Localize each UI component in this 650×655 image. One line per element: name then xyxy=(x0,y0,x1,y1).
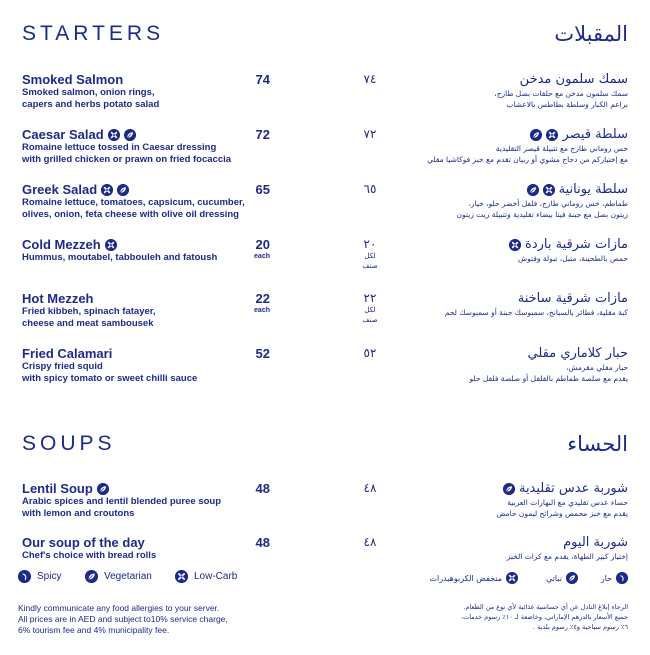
item-price-value: 22 xyxy=(255,291,270,306)
item-name-ar: شوربة عدس تقليدية xyxy=(518,481,628,496)
item-price-value-ar: ٤٨ xyxy=(363,535,377,549)
menu-item xyxy=(22,291,252,330)
item-price-ar xyxy=(355,72,385,86)
item-price-value: 52 xyxy=(255,346,270,361)
item-name-row-ar xyxy=(398,237,628,253)
starters-title-ar: المقبلات xyxy=(554,22,628,46)
menu-item xyxy=(22,535,252,562)
item-price-value-ar: ٦٥ xyxy=(363,182,377,196)
item-price-value-ar: ٢٠ xyxy=(363,237,377,251)
low-carb-icon xyxy=(506,572,518,584)
item-price-unit: each xyxy=(254,253,270,260)
item-name-row xyxy=(22,182,252,197)
starters-title: STARTERS xyxy=(22,22,165,45)
menu-item-ar xyxy=(398,535,628,562)
item-name-row xyxy=(22,127,252,142)
low-carb-icon xyxy=(101,184,113,196)
menu-item-ar xyxy=(398,72,628,110)
menu-item-ar xyxy=(398,182,628,220)
low-carb-icon xyxy=(175,570,188,583)
item-name-ar: شوربة اليوم xyxy=(563,535,628,550)
menu-item xyxy=(22,182,252,221)
item-name-row xyxy=(22,72,252,87)
item-price xyxy=(240,535,270,550)
item-price-value: 74 xyxy=(255,72,270,87)
item-description: Smoked salmon, onion rings, capers and herbs potato salad xyxy=(22,87,160,110)
item-description: Crispy fried squid with spicy tomato or sweet chilli sauce xyxy=(22,361,198,384)
item-price xyxy=(240,127,270,142)
vegetarian-icon xyxy=(527,184,539,196)
item-price-ar xyxy=(355,127,385,141)
menu-item xyxy=(22,127,252,166)
item-name: Cold Mezzeh xyxy=(22,237,101,252)
item-name-row xyxy=(22,481,252,496)
spicy-icon xyxy=(18,570,31,583)
legend-vegetarian-ar xyxy=(546,572,578,584)
item-name: Our soup of the day xyxy=(22,535,145,550)
item-price-value-ar: ٤٨ xyxy=(363,481,377,495)
item-price xyxy=(240,182,270,197)
item-name-row-ar xyxy=(398,127,628,143)
item-price-value: 65 xyxy=(255,182,270,197)
item-name: Smoked Salmon xyxy=(22,72,124,87)
soups-title: SOUPS xyxy=(22,432,116,455)
legend-spicy-ar xyxy=(601,572,628,584)
soups-title-ar: الحساء xyxy=(567,432,628,456)
menu-item-ar xyxy=(398,237,628,264)
menu-item-ar xyxy=(398,346,628,384)
item-name-row-ar xyxy=(398,291,628,307)
item-price-ar xyxy=(355,346,385,360)
item-name: Hot Mezzeh xyxy=(22,291,94,306)
item-name-ar: مازات شرقية باردة xyxy=(525,237,628,252)
item-name-row xyxy=(22,535,252,550)
item-price-value: 20 xyxy=(255,237,270,252)
item-name: Caesar Salad xyxy=(22,127,104,142)
item-price xyxy=(240,237,270,261)
item-price-ar xyxy=(355,182,385,196)
item-name-ar: سلطة يونانية xyxy=(558,182,628,197)
item-name-row xyxy=(22,237,252,252)
vegetarian-icon xyxy=(117,184,129,196)
vegetarian-icon xyxy=(124,129,136,141)
item-name-row xyxy=(22,291,252,306)
item-price-value-ar: ٢٢ xyxy=(363,291,377,305)
vegetarian-icon xyxy=(503,483,515,495)
legend-low-carb-label-ar: منخفض الكربوهيدرات xyxy=(429,573,502,583)
item-description-ar: حبار مقلي مقرمش، يقدم مع صلصة طماطم بالفلفل أو صلصة فلفل حلو xyxy=(469,363,628,383)
item-description: Chef's choice with bread rolls xyxy=(22,550,157,561)
item-description-ar: خس روماني طازج مع تتبيلة قيصر التقليدية مع إختياركم من دجاج مشوي أو ربيان تقدم مع خبز فوكاشيا مقلي xyxy=(427,144,628,164)
allergy-notes-ar: الرجاء إبلاغ النادل عن أي حساسية غذائية لأي نوع من الطعام. جميع الأسعار بالدرهم الإماراتي، وخاضعة لـ ١٠٪ رسوم خدمات، ٦٪ رسوم سياحية و٤٪ رسوم بلدية . xyxy=(461,603,628,631)
item-price-value: 48 xyxy=(255,481,270,496)
item-description-ar: سمك سلمون مدخن مع حلقات بصل طازج، براعم الكبار وسلطة بطاطس بالاعشاب xyxy=(494,89,628,109)
low-carb-icon xyxy=(543,184,555,196)
legend-spicy-label-ar: حار xyxy=(600,573,612,583)
low-carb-icon xyxy=(509,239,521,251)
menu-item-ar xyxy=(398,127,628,165)
item-price xyxy=(240,481,270,496)
item-name-ar: مازات شرقية ساخنة xyxy=(517,291,628,306)
item-price xyxy=(240,72,270,87)
low-carb-icon xyxy=(105,239,117,251)
menu-item xyxy=(22,481,252,520)
item-name-row-ar xyxy=(398,346,628,362)
item-price xyxy=(240,346,270,361)
item-description-ar: إختيار كبير الطهاة، يقدم مع كرات الخبز xyxy=(506,552,628,561)
item-description-ar: حساء عدس تقليدي مع البهارات العربية يقدم مع خبز محمص وشرائح ليمون حامض xyxy=(496,498,628,518)
item-price-value-ar: ٥٢ xyxy=(363,346,377,360)
menu-item xyxy=(22,72,252,111)
legend-spicy-label: Spicy xyxy=(37,571,62,582)
item-description: Fried kibbeh, spinach fatayer, cheese and meat sambousek xyxy=(22,306,156,329)
item-price-value-ar: ٧٢ xyxy=(363,127,377,141)
allergy-notes: Kindly communicate any food allergies to your server. All prices are in AED and subject to10% service charge, 6% tourism fee and 4% municipality fee. xyxy=(18,603,228,635)
item-name: Lentil Soup xyxy=(22,481,93,496)
item-description: Romaine lettuce tossed in Caesar dressing with grilled chicken or prawn on fried focaccia xyxy=(22,142,232,165)
menu-item-ar xyxy=(398,291,628,318)
item-description: Arabic spices and lentil blended puree soup with lemon and croutons xyxy=(22,496,222,519)
item-description-ar: حمص بالطحينة، متبل، تبولة وفتوش xyxy=(518,254,628,263)
item-price-unit-ar: لكل صنف xyxy=(362,306,378,324)
item-name-row-ar xyxy=(398,481,628,497)
item-price-value: 48 xyxy=(255,535,270,550)
menu-item-ar xyxy=(398,481,628,519)
legend-low-carb-ar xyxy=(429,572,518,584)
item-name: Fried Calamari xyxy=(22,346,113,361)
item-description: Romaine lettuce, tomatoes, capsicum, cucumber, olives, onion, feta cheese with olive oil dressing xyxy=(22,197,245,220)
item-price-ar xyxy=(355,291,385,325)
vegetarian-icon xyxy=(530,129,542,141)
legend-vegetarian-label: Vegetarian xyxy=(104,571,152,582)
item-name: Greek Salad xyxy=(22,182,98,197)
low-carb-icon xyxy=(546,129,558,141)
item-price-value-ar: ٧٤ xyxy=(363,72,377,86)
item-price xyxy=(240,291,270,315)
item-name-ar: سلطة قيصر xyxy=(562,127,628,142)
legend-low-carb xyxy=(175,570,237,583)
spicy-icon xyxy=(616,572,628,584)
item-price-unit-ar: لكل صنف xyxy=(362,252,378,270)
vegetarian-icon xyxy=(85,570,98,583)
menu-item xyxy=(22,346,252,385)
item-price-unit: each xyxy=(254,307,270,314)
vegetarian-icon xyxy=(97,483,109,495)
item-price-ar xyxy=(355,237,385,271)
item-description: Hummus, moutabel, tabbouleh and fatoush xyxy=(22,252,218,263)
item-name-ar: سمك سلمون مدخن xyxy=(519,72,628,87)
legend-spicy xyxy=(18,570,61,583)
item-price-value: 72 xyxy=(255,127,270,142)
legend-vegetarian-label-ar: نباتي xyxy=(546,573,562,583)
menu-item xyxy=(22,237,252,264)
item-price-ar xyxy=(355,481,385,495)
item-name-row xyxy=(22,346,252,361)
legend-low-carb-label: Low-Carb xyxy=(194,571,238,582)
item-price-ar xyxy=(355,535,385,549)
item-description-ar: طماطم، خس روماني طازج، فلفل أخضر حلو، خيار، زيتون بصل مع جبنة فيتا بيضاء تقليدية وتتبيلة زيت زيتون xyxy=(456,199,628,219)
item-name-ar: حبار كلاماري مقلي xyxy=(527,346,628,361)
legend-vegetarian xyxy=(85,570,152,583)
low-carb-icon xyxy=(108,129,120,141)
item-name-row-ar xyxy=(398,535,628,551)
item-name-row-ar xyxy=(398,72,628,88)
vegetarian-icon xyxy=(566,572,578,584)
item-description-ar: كبة مقلية، فطائر بالسبانخ، سمبوسك جبنة أو سمبوسك لحم xyxy=(444,308,628,317)
item-name-row-ar xyxy=(398,182,628,198)
